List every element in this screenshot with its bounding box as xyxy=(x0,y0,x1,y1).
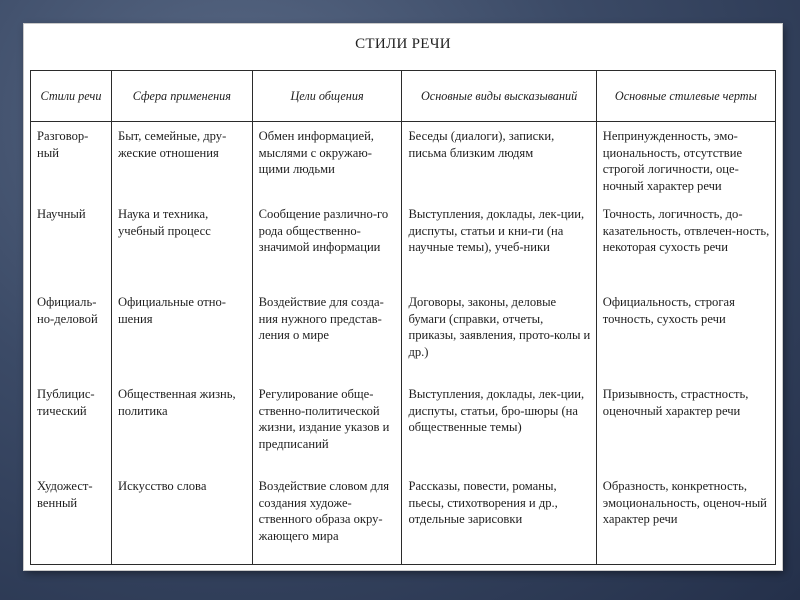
cell-sphere: Общественная жизнь, политика xyxy=(111,380,252,472)
cell-traits: Официальность, строгая точность, сухость речи xyxy=(596,288,775,380)
cell-goals: Воздействие словом для создания художе-ственного образа окру-жающего мира xyxy=(252,472,402,565)
header-style: Стили речи xyxy=(31,71,112,122)
cell-kinds: Выступления, доклады, лек-ции, диспуты, статьи, бро-шюры (на общественные темы) xyxy=(402,380,596,472)
table-row xyxy=(31,122,776,201)
table-row xyxy=(31,380,776,472)
header-sphere: Сфера применения xyxy=(111,71,252,122)
table-row xyxy=(31,200,776,288)
cell-style: Разговор-ный xyxy=(31,122,112,201)
header-goals: Цели общения xyxy=(252,71,402,122)
cell-goals: Обмен информацией, мыслями с окружаю-щими людьми xyxy=(252,122,402,201)
cell-sphere: Наука и техника, учебный процесс xyxy=(111,200,252,288)
cell-style: Художест-венный xyxy=(31,472,112,565)
cell-kinds: Беседы (диалоги), записки, письма близким людям xyxy=(402,122,596,201)
header-kinds: Основные виды высказываний xyxy=(402,71,596,122)
cell-sphere: Официальные отно-шения xyxy=(111,288,252,380)
cell-traits: Образность, конкретность, эмоциональность, оценоч-ный характер речи xyxy=(596,472,775,565)
speech-styles-table xyxy=(30,70,776,565)
cell-goals: Воздействие для созда-ния нужного представ-ления о мире xyxy=(252,288,402,380)
cell-style: Официаль-но-деловой xyxy=(31,288,112,380)
cell-traits: Призывность, страстность, оценочный характер речи xyxy=(596,380,775,472)
slide-sheet xyxy=(24,24,782,570)
table-row xyxy=(31,288,776,380)
cell-traits: Точность, логичность, до-казательность, отвлечен-ность, некоторая сухость речи xyxy=(596,200,775,288)
cell-sphere: Быт, семейные, дру-жеские отношения xyxy=(111,122,252,201)
cell-sphere: Искусство слова xyxy=(111,472,252,565)
table-row xyxy=(31,472,776,565)
cell-goals: Регулирование обще-ственно-политической жизни, издание указов и предписаний xyxy=(252,380,402,472)
cell-kinds: Выступления, доклады, лек-ции, диспуты, статьи и кни-ги (на научные темы), учеб-ники xyxy=(402,200,596,288)
cell-traits: Непринужденность, эмо-циональность, отсутствие строгой логичности, оце-ночный характер речи xyxy=(596,122,775,201)
cell-style: Публицис-тический xyxy=(31,380,112,472)
header-traits: Основные стилевые черты xyxy=(596,71,775,122)
table-header-row xyxy=(31,71,776,122)
cell-goals: Сообщение различно-го рода общественно-значимой информации xyxy=(252,200,402,288)
cell-kinds: Договоры, законы, деловые бумаги (справки, отчеты, приказы, заявления, прото-колы и др.) xyxy=(402,288,596,380)
cell-style: Научный xyxy=(31,200,112,288)
page-title: СТИЛИ РЕЧИ xyxy=(355,36,451,52)
cell-kinds: Рассказы, повести, романы, пьесы, стихотворения и др., отдельные зарисовки xyxy=(402,472,596,565)
